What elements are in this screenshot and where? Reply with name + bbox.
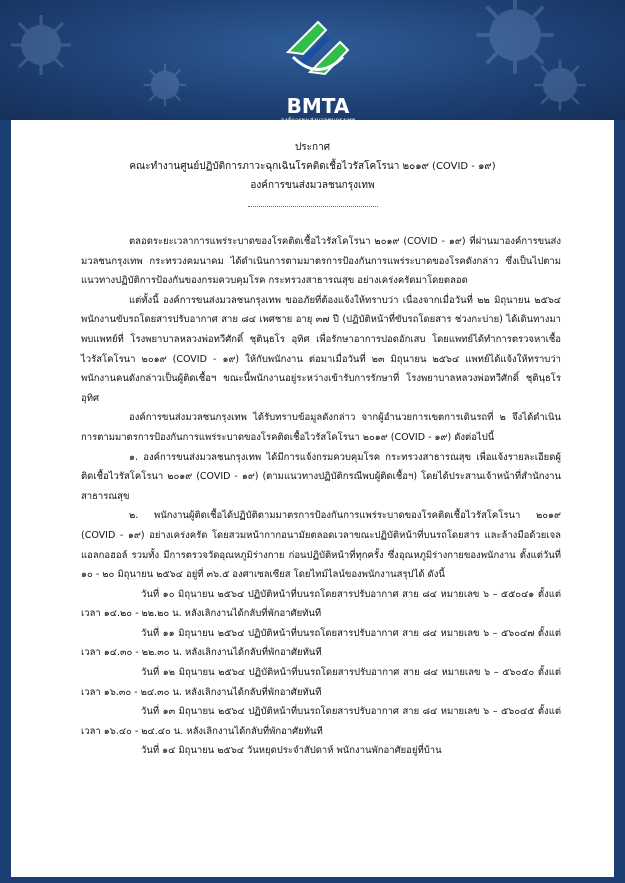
timeline-item: วันที่ ๑๐ มิถุนายน ๒๕๖๔ ปฏิบัติหน้าที่บนรถโดยสารปรับอากาศ สาย ๘๔ หมายเลข ๖ – ๕๕๐๔๑ ตั้งแต่เวลา ๑๔.๒๐ - ๒๒.๒๐ น. หลังเลิกงานได้กลับที่พักอาศัยทันที (81, 588, 561, 620)
virus-icon (140, 60, 190, 110)
timeline-item: วันที่ ๑๔ มิถุนายน ๒๕๖๔ วันหยุดประจำสัปดาห์ พนักงานพักอาศัยอยู่ที่บ้าน (141, 745, 442, 757)
virus-icon (530, 55, 590, 115)
paragraph: องค์การขนส่งมวลชนกรุงเทพ ได้รับทราบข้อมูลดังกล่าว จากผู้อำนวยการเขตการเดินรถที่ ๒ จึงได้ดำเนินการตามมาตรการป้องกันการแพร่ระบาดของโรคติดเชื้อไวรัสโคโรนา ๒๐๑๙ (COVID - ๑๙) ดังต่อไปนี้ (81, 412, 561, 443)
paragraph: แต่ทั้งนี้ องค์การขนส่งมวลชนกรุงเทพ ขออภัยที่ต้องแจ้งให้ทราบว่า เนื่องจากเมื่อวันที่ ๒๒ มิถุนายน ๒๕๖๔ พนักงานขับรถโดยสารปรับอากาศ สาย ๘๔ เพศชาย อายุ ๓๗ ปี (ปฏิบัติหน้าที่ขับรถโดยสาร ช่วงกะบ่าย) ได้เดินทางมาพบแพทย์ที่ โรงพยาบาลหลวงพ่อทวีศักดิ์ ชุตินฺธโร อุทิศ เพื่อรักษาอาการปอดอักเสบ โดยแพทย์ได้ทำการตรวจหาเชื้อไวรัสโคโรนา ๒๐๑๙ (COVID - ๑๙) ให้กับพนักงาน ต่อมาเมื่อวันที่ ๒๓ มิถุนายน ๒๕๖๔ แพทย์ได้แจ้งให้ทราบว่า พนักงานคนดังกล่าวเป็นผู้ติดเชื้อฯ ขณะนี้พนักงานอยู่ระหว่างเข้ารับการรักษาที่ โรงพยาบาลหลวงพ่อทวีศักดิ์ ชุตินฺธโร อุทิศ (81, 294, 561, 404)
timeline-item: วันที่ ๑๑ มิถุนายน ๒๕๖๔ ปฏิบัติหน้าที่บนรถโดยสารปรับอากาศ สาย ๘๔ หมายเลข ๖ – ๕๖๐๔๗ ตั้งแต่เวลา ๑๔.๓๐ - ๒๒.๓๐ น. หลังเลิกงานได้กลับที่พักอาศัยทันที (81, 627, 561, 659)
paragraph: ๑. องค์การขนส่งมวลชนกรุงเทพ ได้มีการแจ้งกรมควบคุมโรค กระทรวงสาธารณสุข เพื่อแจ้งรายละเอียดผู้ติดเชื้อไวรัสโคโรนา ๒๐๑๙ (COVID - ๑๙) (ตามแนวทางปฏิบัติกรณีพบผู้ติดเชื้อฯ) โดยได้ประสานเจ้าหน้าที่สำนักงานสาธารณสุข (81, 451, 561, 502)
announcement-org: องค์การขนส่งมวลชนกรุงเทพ (250, 180, 375, 191)
paragraph: ๒. พนักงานผู้ติดเชื้อได้ปฏิบัติตามมาตรการป้องกันการแพร่ระบาดของโรคติดเชื้อไวรัสโคโรนา ๒๐๑๙ (COVID - ๑๙) อย่างเคร่งครัด โดยสวมหน้ากากอนามัยตลอดเวลาขณะปฏิบัติหน้าที่บนรถโดยสาร และล้างมือด้วยเจลแอลกอฮอล์ รวมทั้ง มีการตรวจวัดอุณหภูมิร่างกาย ก่อนปฏิบัติหน้าที่ทุกครั้ง ซึ่งอุณหภูมิร่างกายของพนักงาน ตั้งแต่วันที่ ๑๐ - ๒๐ มิถุนายน ๒๕๖๔ อยู่ที่ ๓๖.๕ องศาเซลเซียส โดยไทม์ไลน์ของพนักงานสรุปได้ ดังนี้ (81, 510, 561, 581)
logo-wordmark: BMTA (286, 94, 350, 118)
announcement-body (81, 232, 561, 761)
announcement-title: ประกาศ (294, 142, 331, 153)
timeline-item: วันที่ ๑๓ มิถุนายน ๒๕๖๔ ปฏิบัติหน้าที่บนรถโดยสารปรับอากาศ สาย ๘๔ หมายเลข ๖ – ๕๖๐๔๕ ตั้งแต่เวลา ๑๖.๔๐ - ๒๔.๔๐ น. หลังเลิกงานได้กลับที่พักอาศัยทันที (81, 706, 561, 737)
announcement-subject: คณะทำงานศูนย์ปฏิบัติการภาวะฉุกเฉินโรคติดเชื้อไวรัสโคโรนา ๒๐๑๙ (COVID - ๑๙) (129, 161, 496, 172)
virus-icon (6, 10, 76, 80)
announcement-paper (11, 120, 614, 877)
paragraph: ตลอดระยะเวลาการแพร่ระบาดของโรคติดเชื้อไวรัสโคโรนา ๒๐๑๙ (COVID - ๑๙) ที่ผ่านมาองค์การขนส่งมวลชนกรุงเทพ กระทรวงคมนาคม ได้ดำเนินการตามมาตรการป้องกันการแพร่ระบาดของโรคดังกล่าว ซึ่งเป็นไปตามแนวทางปฏิบัติการป้องกันของกรมควบคุมโรค กระทรวงสาธารณสุข อย่างเคร่งครัดมาโดยตลอด (81, 236, 561, 287)
timeline-item: วันที่ ๑๒ มิถุนายน ๒๕๖๔ ปฏิบัติหน้าที่บนรถโดยสารปรับอากาศ สาย ๘๔ หมายเลข ๖ – ๕๖๐๕๐ ตั้งแต่เวลา ๑๖.๓๐ - ๒๔.๓๐ น. หลังเลิกงานได้กลับที่พักอาศัยทันที (81, 667, 561, 698)
separator (248, 206, 378, 207)
bmta-logo (268, 12, 368, 122)
bmta-logo-mark-icon (268, 12, 368, 92)
